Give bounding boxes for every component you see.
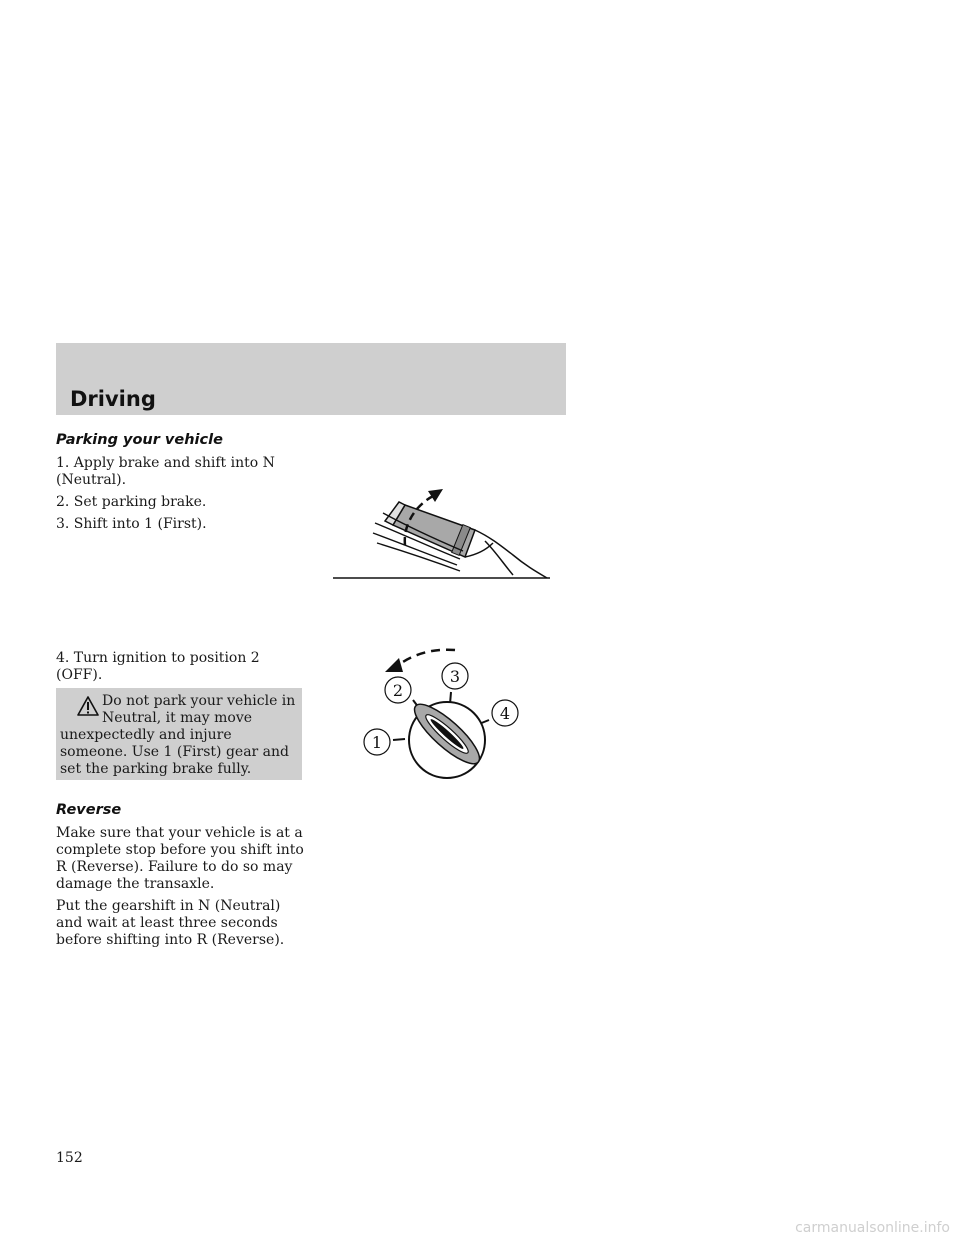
warning-triangle-icon [77, 696, 99, 720]
reverse-paragraph-2: Put the gearshift in N (Neutral) and wait at least three seconds before shifting into R (Reverse). [56, 898, 285, 948]
reverse-paragraph-1: Make sure that your vehicle is at a complete stop before you shift into R (Reverse). Failure to do so may damage the transaxle. [56, 825, 304, 892]
ignition-switch-illustration [355, 620, 535, 780]
watermark: carmanualsonline.info [795, 1220, 950, 1236]
section-header-band [56, 343, 566, 415]
parking-step-3: 3. Shift into 1 (First). [56, 516, 207, 532]
ignition-position-2: 2 [392, 681, 404, 700]
parking-step-2: 2. Set parking brake. [56, 494, 207, 510]
ignition-position-1: 1 [371, 733, 383, 752]
warning-text-first: Do not park your vehicle in Neutral, it may move [102, 693, 296, 726]
parking-brake-illustration [325, 485, 555, 585]
ignition-position-4: 4 [499, 704, 511, 723]
section-title: Driving [70, 387, 156, 411]
parking-step-4: 4. Turn ignition to position 2 (OFF). [56, 650, 260, 683]
warning-text-rest: unexpectedly and injure someone. Use 1 (First) gear and set the parking brake fully. [60, 727, 290, 777]
parking-step-1: 1. Apply brake and shift into N (Neutral). [56, 455, 275, 488]
page-number: 152 [56, 1150, 83, 1166]
ignition-position-3: 3 [449, 667, 461, 686]
warning-box [56, 688, 302, 780]
reverse-heading: Reverse [56, 802, 122, 818]
parking-heading: Parking your vehicle [56, 432, 223, 448]
